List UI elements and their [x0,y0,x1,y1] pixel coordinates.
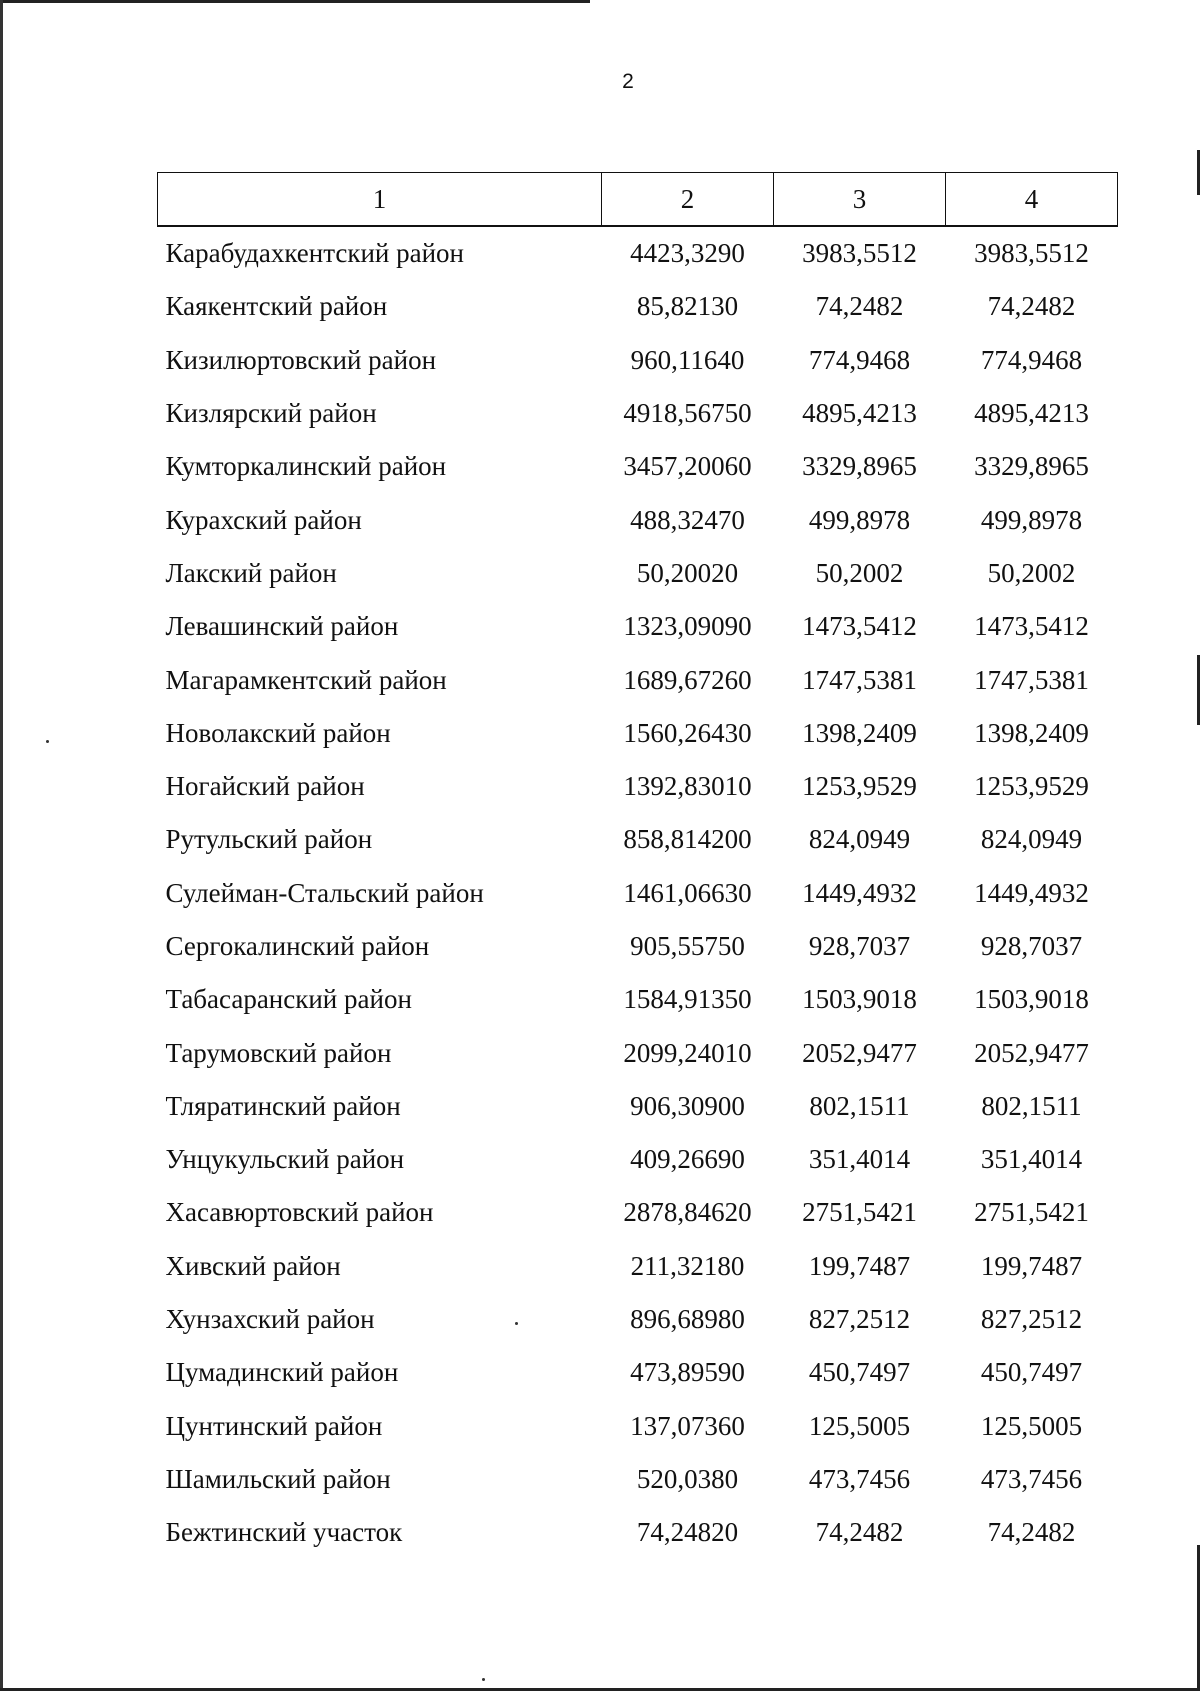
value-cell-col-2: 1323,09090 [623,611,752,642]
scan-edge-left [0,0,3,1691]
value-cell-col-4: 74,2482 [987,1517,1076,1548]
district-name-cell: Сулейман-Стальский район [165,877,484,908]
table-row [158,1293,1118,1346]
value-cell-col-4: 1398,2409 [974,717,1089,748]
district-name-cell: Каякентский район [165,291,388,322]
scan-speck [46,740,49,743]
district-name-cell: Курахский район [165,504,362,535]
value-cell-col-4: 774,9468 [980,344,1083,375]
data-table [157,172,1118,1559]
value-cell-col-3: 2751,5421 [802,1197,917,1228]
value-cell-col-3: 1473,5412 [802,611,917,642]
table-row [158,973,1118,1026]
table-row [158,493,1118,546]
value-cell-col-3: 1747,5381 [802,664,917,695]
value-cell-col-4: 1503,9018 [974,984,1089,1015]
table-row [158,1506,1118,1559]
value-cell-col-2: 409,26690 [630,1144,745,1175]
column-header-2: 2 [602,173,774,227]
value-cell-col-3: 450,7497 [808,1357,911,1388]
table-row [158,600,1118,653]
value-cell-col-4: 351,4014 [980,1144,1083,1175]
value-cell-col-2: 2878,84620 [623,1197,752,1228]
table-row [158,334,1118,387]
value-cell-col-3: 473,7456 [808,1463,911,1494]
value-cell-col-4: 3983,5512 [974,238,1089,269]
value-cell-col-3: 4895,4213 [802,398,917,429]
value-cell-col-3: 74,2482 [815,291,904,322]
district-name-cell: Кумторкалинский район [165,451,447,482]
value-cell-col-3: 3329,8965 [802,451,917,482]
table-row [158,547,1118,600]
value-cell-col-3: 74,2482 [815,1517,904,1548]
table-row [158,1186,1118,1239]
district-name-cell: Новолакский район [165,717,391,748]
district-name-cell: Хунзахский район [165,1304,375,1335]
district-name-cell: Бежтинский участок [165,1517,403,1548]
district-name-cell: Цумадинский район [165,1357,399,1388]
value-cell-col-4: 1473,5412 [974,611,1089,642]
table-row [158,1080,1118,1133]
table-row [158,760,1118,813]
value-cell-col-2: 85,82130 [636,291,739,322]
value-cell-col-3: 50,2002 [815,557,904,588]
table-row [158,226,1118,280]
value-cell-col-3: 499,8978 [808,504,911,535]
table-row [158,1133,1118,1186]
value-cell-col-4: 928,7037 [980,931,1083,961]
district-name-cell: Сергокалинский район [165,931,430,961]
table-row [158,387,1118,440]
scan-edge-top [0,0,590,3]
value-cell-col-3: 1253,9529 [802,771,917,802]
value-cell-col-2: 858,814200 [623,824,752,855]
table-row [158,1240,1118,1293]
value-cell-col-2: 137,07360 [630,1410,745,1441]
value-cell-col-4: 74,2482 [987,291,1076,322]
value-cell-col-3: 928,7037 [808,931,911,961]
value-cell-col-4: 2751,5421 [974,1197,1089,1228]
table-row [158,1026,1118,1079]
table-header-row [158,173,1118,227]
value-cell-col-4: 125,5005 [980,1410,1083,1441]
district-name-cell: Шамильский район [165,1463,391,1494]
value-cell-col-3: 802,1511 [809,1090,910,1121]
value-cell-col-3: 199,7487 [808,1250,911,1281]
table-row [158,1400,1118,1453]
value-cell-col-4: 1449,4932 [974,877,1089,908]
value-cell-col-4: 824,0949 [980,824,1083,855]
value-cell-col-4: 802,1511 [981,1090,1082,1121]
district-name-cell: Ногайский район [165,771,365,802]
scan-speck [482,1678,485,1681]
value-cell-col-3: 125,5005 [808,1410,911,1441]
value-cell-col-3: 827,2512 [808,1304,911,1335]
value-cell-col-2: 50,20020 [636,557,739,588]
value-cell-col-2: 488,32470 [630,504,745,535]
value-cell-col-4: 1253,9529 [974,771,1089,802]
value-cell-col-2: 1461,06630 [623,877,752,908]
value-cell-col-4: 1747,5381 [974,664,1089,695]
district-name-cell: Лакский район [165,557,337,588]
column-header-4: 4 [946,173,1118,227]
value-cell-col-2: 4423,3290 [630,238,745,269]
value-cell-col-2: 1689,67260 [623,664,752,695]
district-name-cell: Магарамкентский район [165,664,447,695]
value-cell-col-3: 1503,9018 [802,984,917,1015]
value-cell-col-2: 74,24820 [636,1517,739,1548]
value-cell-col-2: 473,89590 [630,1357,745,1388]
district-name-cell: Карабудахкентский район [165,238,464,269]
table-row [158,920,1118,973]
value-cell-col-2: 520,0380 [636,1463,739,1494]
district-name-cell: Тляратинский район [165,1090,401,1121]
table-row [158,280,1118,333]
value-cell-col-2: 906,30900 [630,1090,745,1121]
value-cell-col-3: 1398,2409 [802,717,917,748]
table-row [158,653,1118,706]
value-cell-col-3: 2052,9477 [802,1037,917,1068]
column-header-3: 3 [774,173,946,227]
district-name-cell: Кизлярский район [165,398,377,429]
district-name-cell: Хивский район [165,1250,341,1281]
value-cell-col-3: 824,0949 [808,824,911,855]
value-cell-col-4: 4895,4213 [974,398,1089,429]
value-cell-col-4: 827,2512 [980,1304,1083,1335]
table-row [158,1453,1118,1506]
table-row [158,813,1118,866]
value-cell-col-2: 4918,56750 [623,398,752,429]
value-cell-col-3: 351,4014 [808,1144,911,1175]
table-row [158,440,1118,493]
district-name-cell: Кизилюртовский район [165,344,437,375]
value-cell-col-3: 3983,5512 [802,238,917,269]
value-cell-col-3: 774,9468 [808,344,911,375]
district-name-cell: Левашинский район [165,611,399,642]
value-cell-col-2: 896,68980 [630,1304,745,1335]
value-cell-col-4: 499,8978 [980,504,1083,535]
value-cell-col-4: 2052,9477 [974,1037,1089,1068]
value-cell-col-4: 199,7487 [980,1250,1083,1281]
value-cell-col-2: 211,32180 [630,1250,745,1281]
value-cell-col-4: 50,2002 [987,557,1076,588]
district-name-cell: Унцукульский район [165,1144,405,1175]
value-cell-col-4: 473,7456 [980,1463,1083,1494]
district-name-cell: Тарумовский район [165,1037,392,1068]
table-row [158,867,1118,920]
value-cell-col-2: 3457,20060 [623,451,752,482]
value-cell-col-4: 450,7497 [980,1357,1083,1388]
value-cell-col-2: 1560,26430 [623,717,752,748]
page-number: 2 [622,70,634,93]
district-name-cell: Цунтинский район [165,1410,383,1441]
value-cell-col-2: 2099,24010 [623,1037,752,1068]
value-cell-col-2: 1392,83010 [623,771,752,802]
table-row [158,707,1118,760]
value-cell-col-2: 1584,91350 [623,984,752,1015]
value-cell-col-2: 960,11640 [630,344,745,375]
value-cell-col-4: 3329,8965 [974,451,1089,482]
table-row [158,1346,1118,1399]
table-body [158,226,1118,1559]
district-name-cell: Табасаранский район [165,984,412,1015]
column-header-1: 1 [158,173,602,227]
district-name-cell: Хасавюртовский район [165,1197,434,1228]
value-cell-col-2: 905,55750 [630,931,745,961]
district-name-cell: Рутульский район [165,824,373,855]
value-cell-col-3: 1449,4932 [802,877,917,908]
